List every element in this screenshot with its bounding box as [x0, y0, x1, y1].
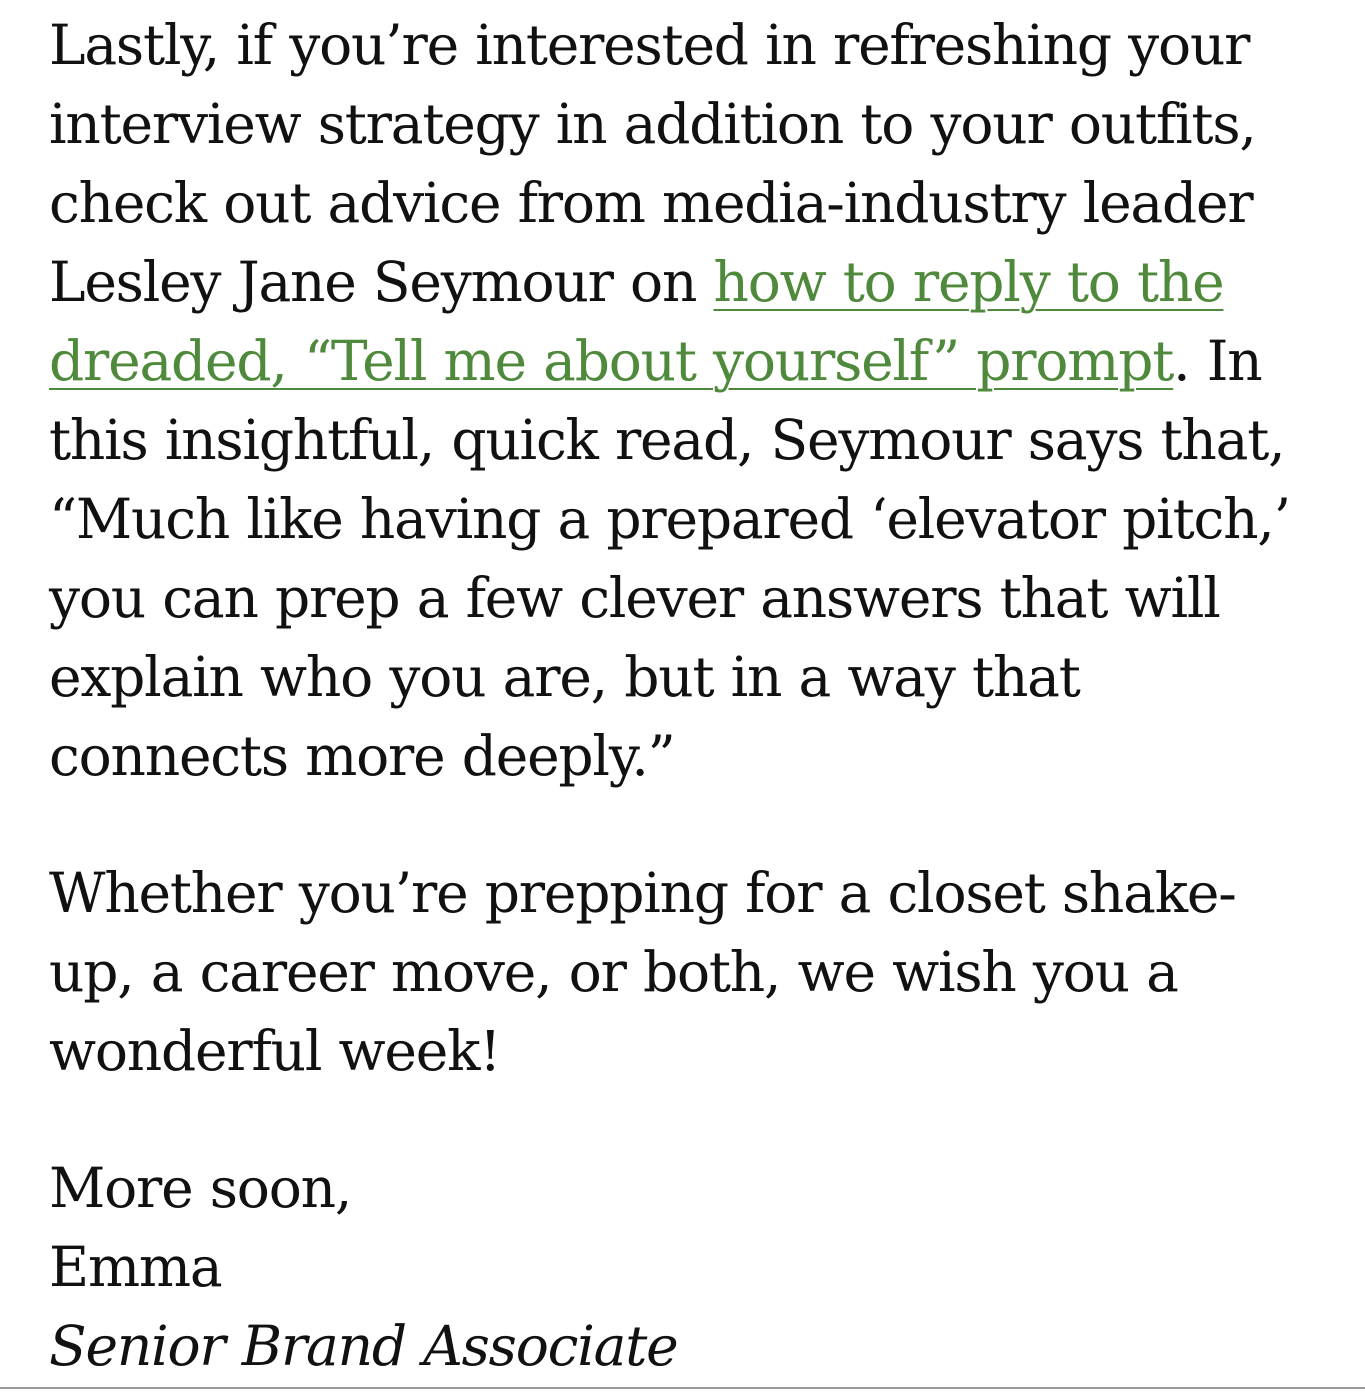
- paragraph-wish: Whether you’re prepping for a closet shake-up, a career move, or both, we wish you a wonderful week!: [49, 861, 1236, 1083]
- newsletter-body: [49, 6, 1309, 1386]
- signature-block: [49, 1149, 1309, 1386]
- tell-me-about-yourself-link[interactable]: how to reply to the dreaded, “Tell me about yourself” prompt: [49, 250, 1224, 393]
- author-name: Emma: [49, 1235, 222, 1299]
- author-title: Senior Brand Associate: [49, 1314, 678, 1378]
- paragraph-intro-text: Lastly, if you’re interested in refreshing your interview strategy in addition to your outfits, check out advice from media-industry leader Lesley Jane Seymour on: [49, 13, 1256, 314]
- paragraph-quote-text: . In this insightful, quick read, Seymour says that, “Much like having a prepared ‘elevator pitch,’ you can prep a few clever answers that will explain who you are, but in a way that connects more deeply.”: [49, 329, 1290, 788]
- closing-text: More soon,: [49, 1156, 352, 1220]
- bottom-divider: [0, 1387, 1365, 1389]
- paragraph-interview-advice: [49, 6, 1309, 796]
